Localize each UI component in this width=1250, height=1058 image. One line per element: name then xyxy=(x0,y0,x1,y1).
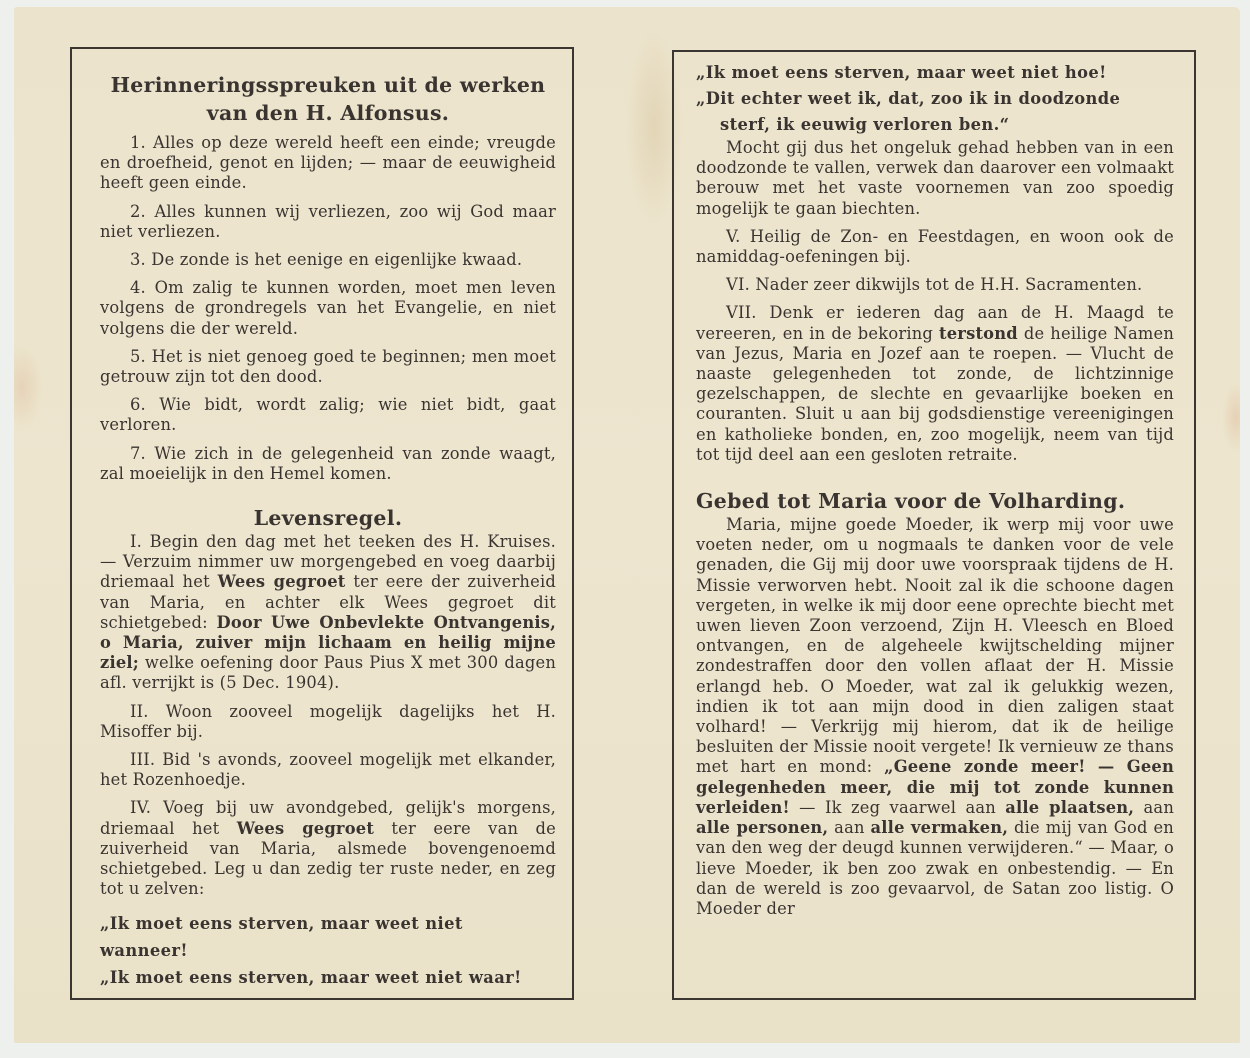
rule-1 xyxy=(100,532,556,694)
quote-how: „Ik moet eens sterven, maar weet niet hoe! xyxy=(696,63,1107,82)
prayer-text xyxy=(696,515,1174,919)
prayer-title: Gebed tot Maria voor de Volharding. xyxy=(696,489,1126,514)
left-page-title-line1: Herinneringsspreuken uit de werken xyxy=(110,73,546,97)
rule-1-text-c: ter eere der zuiverheid van Maria, en achter elk Wees gegroet dit schietgebed: xyxy=(100,572,556,632)
rule-7-text-a: VII. Denk er iederen dag aan de H. Maagd te vereeren, en in de bekoring xyxy=(696,303,1174,343)
rule-7-bold-b: terstond xyxy=(939,323,1018,343)
saying-5: 5. Het is niet genoeg goed te beginnen; men moet getrouw zijn tot den dood. xyxy=(100,346,556,387)
rule-6: VI. Nader zeer dikwijls tot de H.H. Sacramenten. xyxy=(726,275,1143,295)
saying-4: 4. Om zalig te kunnen worden, moet men leven volgens de grondregels van het Evangelie, en niet volgens die der wereld. xyxy=(100,278,556,338)
rule-1-ejaculation: Door Uwe Onbevlekte Ontvangenis, o Maria, zuiver mijn lichaam en heilig mijne ziel; xyxy=(100,612,556,673)
quote-where: „Ik moet eens sterven, maar weet niet waar! xyxy=(100,967,522,987)
right-page-content xyxy=(696,52,1174,919)
saying-3: 3. De zonde is het eenige en eigenlijke kwaad. xyxy=(130,250,523,270)
saying-1: 1. Alles op deze wereld heeft een einde; vreugde en droefheid, genot en lijden; — maar de eeuwigheid heeft geen einde. xyxy=(100,133,556,193)
left-page-content xyxy=(100,49,556,991)
rule-4-text-c: ter eere van de zuiverheid van Maria, alsmede bovengenoemd schietgebed. Leg u dan zedig ter ruste neder, en zeg tot u zelven: xyxy=(100,818,556,899)
section-title-levensregel: Levensregel. xyxy=(253,506,403,531)
prayer-text-g: aan xyxy=(828,818,871,838)
prayer-bold-pleasures: alle vermaken, xyxy=(870,818,1009,838)
saying-2: 2. Alles kunnen wij verliezen, zoo wij God maar niet verliezen. xyxy=(100,201,556,241)
quote-when: „Ik moet eens sterven, maar weet niet wanneer! xyxy=(100,913,463,960)
contrition-paragraph: Mocht gij dus het ongeluk gehad hebben van in een doodzonde te vallen, verwek dan daarover een volmaakt berouw met het vaste voornemen van zoo spoedig mogelijk te gaan biechten. xyxy=(696,138,1174,218)
rule-1-bold-b: Wees gegroet xyxy=(217,572,346,592)
prayer-bold-persons: alle personen, xyxy=(696,818,829,838)
rule-7-text-c: de heilige Namen van Jezus, Maria en Jozef aan te roepen. — Vlucht de naaste gelegenheden tot zonde, de lichtzinnige gezelschappen, de slechte en gevaarlijke boeken en couranten. Sluit u aan bij godsdienstige vereenigingen en katholieke bonden, en, zoo mogelijk, neem van tijd tot tijd deel aan een gesloten retraite. xyxy=(696,323,1175,464)
prayer-resolution: „Geene zonde meer! — Geen gelegenheden meer, die mij tot zonde kunnen verleiden! xyxy=(696,757,1174,817)
left-page-title-line2: van den H. Alfonsus. xyxy=(206,101,450,125)
prayer-text-i: die mij van God en van den weg der deugd kunnen verwijderen.“ — Maar, o lieve Moeder, ik ben zoo zwak en onbestendig. — En dan de wereld is zoo gevaarvol, de Satan zoo listig. O Moeder der xyxy=(696,818,1174,918)
rule-4-bold-b: Wees gegroet xyxy=(236,818,375,838)
saying-6: 6. Wie bidt, wordt zalig; wie niet bidt, gaat verloren. xyxy=(100,395,556,435)
rule-2: II. Woon zooveel mogelijk dagelijks het H. Misoffer bij. xyxy=(100,701,556,741)
rule-5: V. Heilig de Zon- en Feestdagen, en woon ook de namiddag-oefeningen bij. xyxy=(696,226,1174,267)
saying-7: 7. Wie zich in de gelegenheid van zonde waagt, zal moeielijk in den Hemel komen. xyxy=(100,443,556,483)
prayer-text-a: Maria, mijne goede Moeder, ik werp mij voor uwe voeten neder, om u nogmaals te danken voor de vele genaden, die Gij mij door uwe voorspraak tijdens de H. Missie verworven hebt. Nooit zal ik die schoone dagen vergeten, in welke ik mij door eene oprechte biecht met uwen lieven Zoon verzoend, Zijn H. Vleesch en Bloed ontvangen, en de algeheele kwijtschelding mijner zondestraffen door den vollen aflaat der H. Missie erlangd heb. O Moeder, wat zal ik gelukkig wezen, indien ik tot aan mijn dood in dien zaligen staat volhard! — Verkrijg mij hierom, dat ik de heilige besluiten der Missie nooit vergete! Ik vernieuw ze thans met hart en mond: xyxy=(696,515,1174,777)
left-page-frame xyxy=(70,47,574,1000)
prayer-text-e: aan xyxy=(1134,797,1175,817)
rule-7 xyxy=(696,303,1174,465)
rule-4-text-a: IV. Voeg bij uw avondgebed, gelijk's morgens, driemaal het xyxy=(100,798,556,838)
rule-3: III. Bid 's avonds, zooveel mogelijk met elkander, het Rozenhoedje. xyxy=(100,750,556,790)
rule-1-text-a: I. Begin den dag met het teeken des H. Kruises. — Verzuim nimmer uw morgengebed en voeg daarbij driemaal het xyxy=(100,532,556,592)
prayer-text-c: — Ik zeg vaarwel aan xyxy=(789,797,1006,817)
rule-1-text-e: welke oefening door Paus Pius X met 300 dagen afl. verrijkt is (5 Dec. 1904). xyxy=(100,653,556,693)
rule-4 xyxy=(100,798,556,899)
right-page-frame xyxy=(672,50,1196,1000)
quote-mortal-sin: „Dit echter weet ik, dat, zoo ik in doodzonde sterf, ik eeuwig verloren ben.“ xyxy=(696,89,1121,134)
prayer-bold-places: alle plaatsen, xyxy=(1005,797,1135,817)
